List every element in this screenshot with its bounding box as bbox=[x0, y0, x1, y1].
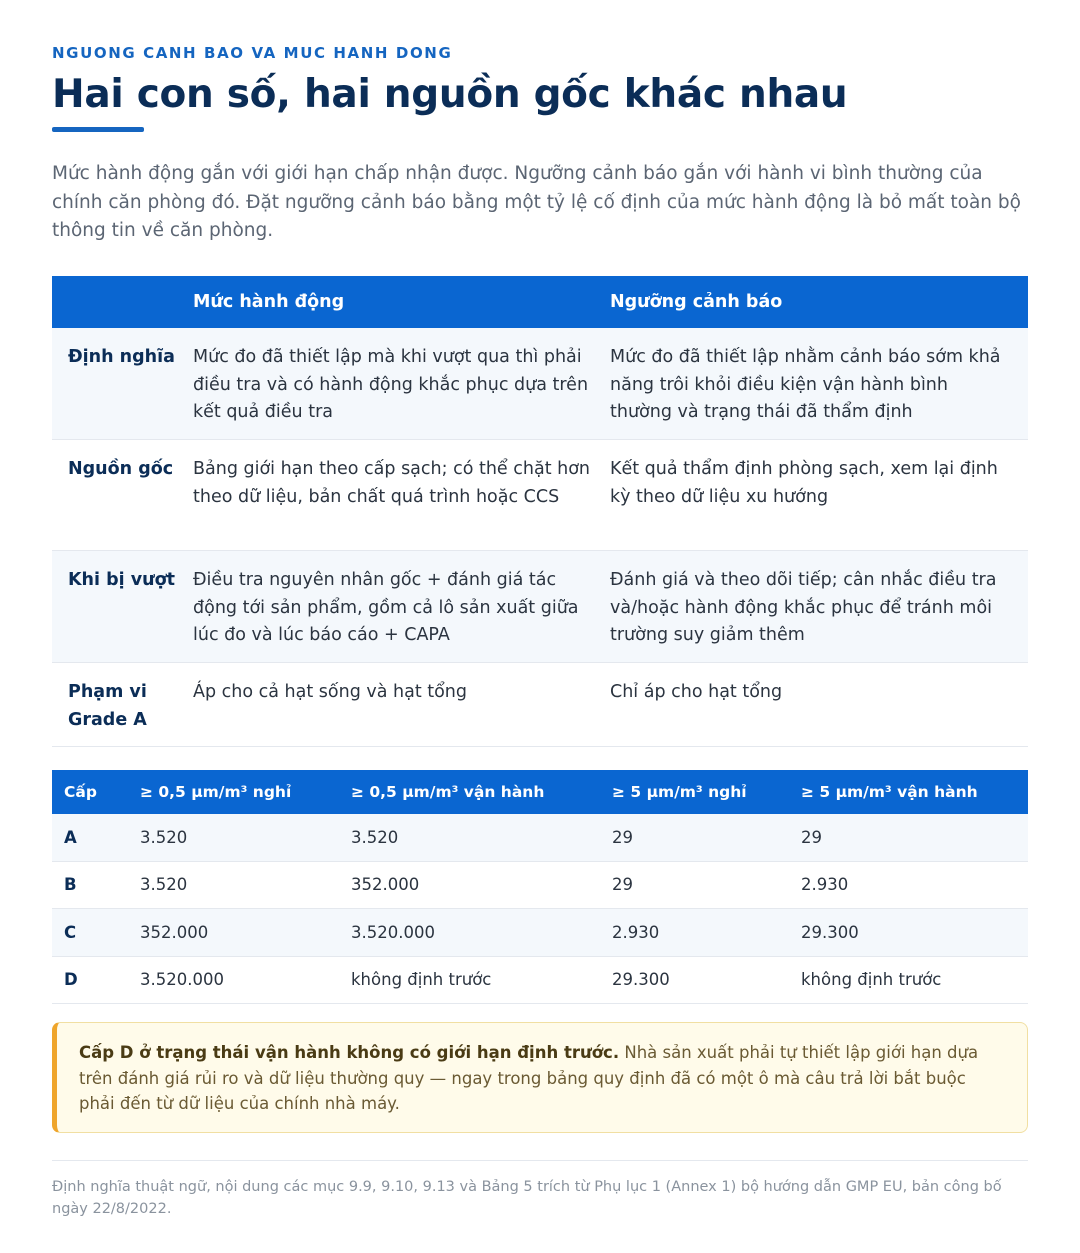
grade-d-callout bbox=[52, 1022, 1028, 1133]
title-underline bbox=[52, 127, 144, 132]
action-cell: Mức đo đã thiết lập mà khi vượt qua thì phải điều tra và có hành động khắc phục dựa trên kết quả điều tra bbox=[193, 347, 589, 422]
value-cell: 2.930 bbox=[801, 875, 849, 895]
value-cell: 3.520 bbox=[140, 827, 188, 847]
row-label: Nguồn gốc bbox=[68, 459, 174, 479]
header-grade: Cấp bbox=[64, 783, 97, 801]
alert-cell: Kết quả thẩm định phòng sạch, xem lại định kỳ theo dữ liệu xu hướng bbox=[610, 459, 998, 507]
row-label: Định nghĩa bbox=[68, 347, 175, 367]
comparison-row-origin bbox=[52, 440, 1028, 551]
value-cell: 29 bbox=[612, 875, 633, 895]
value-cell: 29 bbox=[801, 827, 822, 847]
header-05-operation: ≥ 0,5 µm/m³ vận hành bbox=[351, 783, 545, 801]
value-cell: không định trước bbox=[801, 970, 942, 990]
alert-cell: Đánh giá và theo dõi tiếp; cân nhắc điều tra và/hoặc hành động khắc phục để tránh môi trường suy giảm thêm bbox=[610, 570, 997, 645]
value-cell: 3.520.000 bbox=[351, 922, 435, 942]
value-cell: 2.930 bbox=[612, 922, 660, 942]
table-row bbox=[52, 862, 1028, 910]
table-row bbox=[52, 909, 1028, 957]
table-row bbox=[52, 814, 1028, 862]
grade-cell: A bbox=[64, 827, 77, 847]
source-footnote: Định nghĩa thuật ngữ, nội dung các mục 9.9, 9.10, 9.13 và Bảng 5 trích từ Phụ lục 1 (Annex 1) bộ hướng dẫn GMP EU, bản công bố ngày 22/8/2022. bbox=[52, 1179, 1002, 1217]
header-5-operation: ≥ 5 µm/m³ vận hành bbox=[801, 783, 978, 801]
comparison-header bbox=[52, 276, 1028, 328]
value-cell: 29.300 bbox=[801, 922, 859, 942]
callout-text: Nhà sản xuất phải tự thiết lập giới hạn dựa trên đánh giá rủi ro và dữ liệu thường quy — ngay trong bảng quy định đã có một ô mà câu trả lời bắt buộc phải đến từ dữ liệu của chính nhà máy. bbox=[79, 1043, 979, 1113]
action-cell: Áp cho cả hạt sống và hạt tổng bbox=[193, 682, 468, 702]
row-label: Khi bị vượt bbox=[68, 570, 175, 590]
grade-table-header bbox=[52, 770, 1028, 814]
value-cell: 352.000 bbox=[351, 875, 420, 895]
value-cell: 3.520.000 bbox=[140, 970, 224, 990]
grade-cell: B bbox=[64, 875, 77, 895]
table-row bbox=[52, 957, 1028, 1005]
grade-cell: D bbox=[64, 970, 78, 990]
alert-cell: Chỉ áp cho hạt tổng bbox=[610, 682, 783, 702]
header-5-rest: ≥ 5 µm/m³ nghỉ bbox=[612, 783, 747, 801]
value-cell: 29 bbox=[612, 827, 633, 847]
value-cell: không định trước bbox=[351, 970, 492, 990]
comparison-row-scope bbox=[52, 663, 1028, 747]
comparison-table bbox=[52, 276, 1028, 747]
comparison-row-definition bbox=[52, 328, 1028, 440]
comparison-header-alert: Ngưỡng cảnh báo bbox=[610, 292, 783, 312]
grade-cell: C bbox=[64, 922, 77, 942]
comparison-row-exceeded bbox=[52, 551, 1028, 663]
footnote-divider bbox=[52, 1160, 1028, 1161]
value-cell: 3.520 bbox=[140, 875, 188, 895]
lead-paragraph: Mức hành động gắn với giới hạn chấp nhận được. Ngưỡng cảnh báo gắn với hành vi bình thường của chính căn phòng đó. Đặt ngưỡng cảnh báo bằng một tỷ lệ cố định của mức hành động là bỏ mất toàn bộ thông tin về căn phòng. bbox=[52, 163, 1021, 241]
value-cell: 352.000 bbox=[140, 922, 209, 942]
header-05-rest: ≥ 0,5 µm/m³ nghỉ bbox=[140, 783, 292, 801]
value-cell: 3.520 bbox=[351, 827, 399, 847]
action-cell: Điều tra nguyên nhân gốc + đánh giá tác động tới sản phẩm, gồm cả lô sản xuất giữa lúc đo và lúc báo cáo + CAPA bbox=[193, 570, 579, 645]
value-cell: 29.300 bbox=[612, 970, 670, 990]
eyebrow: NGUONG CANH BAO VA MUC HANH DONG bbox=[52, 44, 453, 62]
callout-bold-lead: Cấp D ở trạng thái vận hành không có giới hạn định trước. bbox=[79, 1043, 620, 1062]
alert-cell: Mức đo đã thiết lập nhằm cảnh báo sớm khả năng trôi khỏi điều kiện vận hành bình thường và trạng thái đã thẩm định bbox=[610, 347, 1001, 422]
page-title: Hai con số, hai nguồn gốc khác nhau bbox=[52, 72, 848, 117]
comparison-header-action: Mức hành động bbox=[193, 292, 345, 312]
action-cell: Bảng giới hạn theo cấp sạch; có thể chặt hơn theo dữ liệu, bản chất quá trình hoặc CCS bbox=[193, 459, 591, 507]
row-label: Phạm vi Grade A bbox=[68, 682, 147, 730]
grade-limits-table bbox=[52, 770, 1028, 1004]
